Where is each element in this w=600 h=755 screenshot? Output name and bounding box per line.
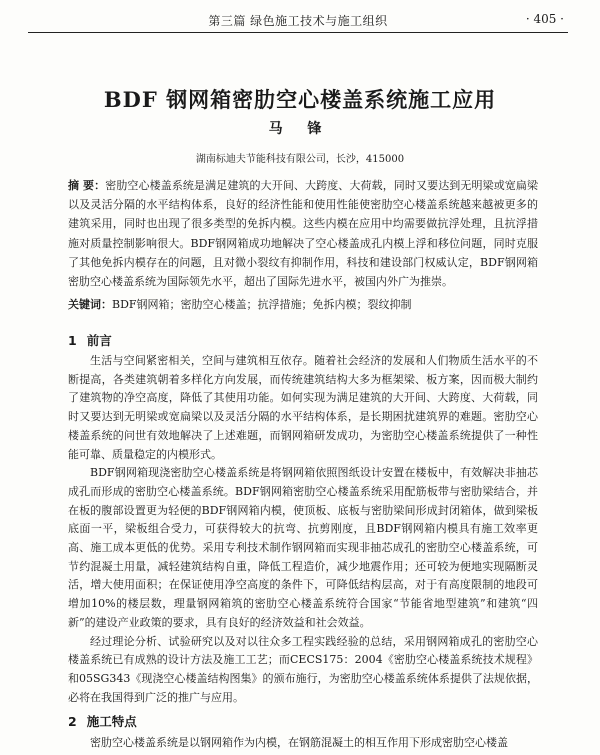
section-title: 施工特点	[86, 714, 137, 729]
section-heading-features	[68, 712, 137, 730]
paragraph: 生活与空间紧密相关，空间与建筑相互依存。随着社会经济的发展和人们物质生活水平的不断提高，各类建筑朝着多样化方向发展，而传统建筑结构大多为框架梁、板方案，因而极大制约了建筑物的净空高度，降低了其使用功能。如何实现为满足建筑的大开间、大跨度、大荷载，同时又要达到无明梁或宽扁梁以及灵活分隔的水平结构体系，是长期困扰建筑界的难题。密肋空心楼盖系统的问世有效地解决了上述难题，而钢网箱研发成功，为密肋空心楼盖系统提供了一种性能可靠、质量稳定的内模形式。	[68, 354, 538, 461]
paper-title: BDF 钢网箱密肋空心楼盖系统施工应用	[103, 87, 497, 112]
paragraph: 经过理论分析、试验研究以及对以往众多工程实践经验的总结，采用钢网箱成孔的密肋空心楼盖系统已有成熟的设计方法及施工工艺；而CECS175：2004《密肋空心楼盖系统技术规程》和05SG343《现浇空心楼盖结构图集》的颁布施行，为密肋空心楼盖系统体系提供了法规依据，必将在我国得到广泛的推广与应用。	[68, 634, 538, 704]
keywords	[68, 296, 538, 314]
keywords-text: BDF钢网箱；密肋空心楼盖；抗浮措施；免拆内模；裂纹抑制	[112, 298, 412, 311]
section-title: 前言	[86, 333, 112, 348]
section-number: 2	[68, 714, 77, 729]
author-name: 马 锋	[268, 121, 332, 137]
abstract	[68, 176, 538, 291]
paragraph: BDF钢网箱现浇密肋空心楼盖系统是将钢网箱依照图纸设计安置在楼板中，有效解决非抽芯成孔而形成的密肋空心楼盖系统。BDF钢网箱密肋空心楼盖系统采用配筋板带与密肋梁结合，并在板的腹部设置更为轻便的BDF钢网箱内模，使顶板、底板与密肋梁间形成封闭箱体，做到梁板底面一平，梁板组合受力，可获得较大的抗弯、抗剪刚度，且BDF钢网箱内模具有施工效率更高、施工成本更低的优势。采用专利技术制作钢网箱而实现非抽芯成孔的密肋空心楼盖系统，可节约混凝土用量，减轻建筑结构自重，降低工程造价，减少地震作用；还可较为便地实现隔断灵活，增大使用面积；在保证使用净空高度的条件下，可降低结构层高，对于有高度限制的地段可增加10%的楼层数，理量钢网箱筑的密肋空心楼盖系统符合国家“节能省地型建筑”和建筑“四新”的建设产业政策的要求，具有良好的经济效益和社会效益。	[68, 466, 538, 629]
page-header	[28, 10, 568, 33]
keywords-label: 关键词：	[68, 298, 112, 311]
paragraph: 密肋空心楼盖系统是以钢网箱作为内模，在钢筋混凝土的相互作用下形成密肋空心楼盖	[90, 736, 508, 749]
abstract-label: 摘 要：	[68, 179, 106, 192]
section-body-features	[68, 734, 538, 754]
author-affiliation: 湖南标迪夫节能科技有限公司，长沙，415000	[195, 154, 405, 165]
abstract-text: 密肋空心楼盖系统是满足建筑的大开间、大跨度、大荷载，同时又要达到无明梁或宽扁梁以及灵活分隔的水平结构体系，良好的经济性能和使用性能使密肋空心楼盖系统越来越被更多的建筑采用，同时也出现了很多类型的免拆内模。这些内模在应用中均需要做抗浮处理，且抗浮措施对质量控制影响很大。BDF钢网箱成功地解决了空心楼盖成孔内模上浮和移位问题，同时克服了其他免拆内模存在的问题，且对微小裂纹有抑制作用，科技和建设部门权威认定，BDF钢网箱密肋空心楼盖系统为国际领先水平，超出了国际先进水平，被国内外广为推崇。	[68, 179, 538, 289]
page-number: · 405 ·	[525, 12, 564, 26]
section-body-intro	[68, 352, 538, 707]
section-heading-intro	[68, 331, 112, 349]
section-number: 1	[68, 333, 77, 348]
running-head: 第三篇 绿色施工技术与施工组织	[208, 14, 388, 28]
